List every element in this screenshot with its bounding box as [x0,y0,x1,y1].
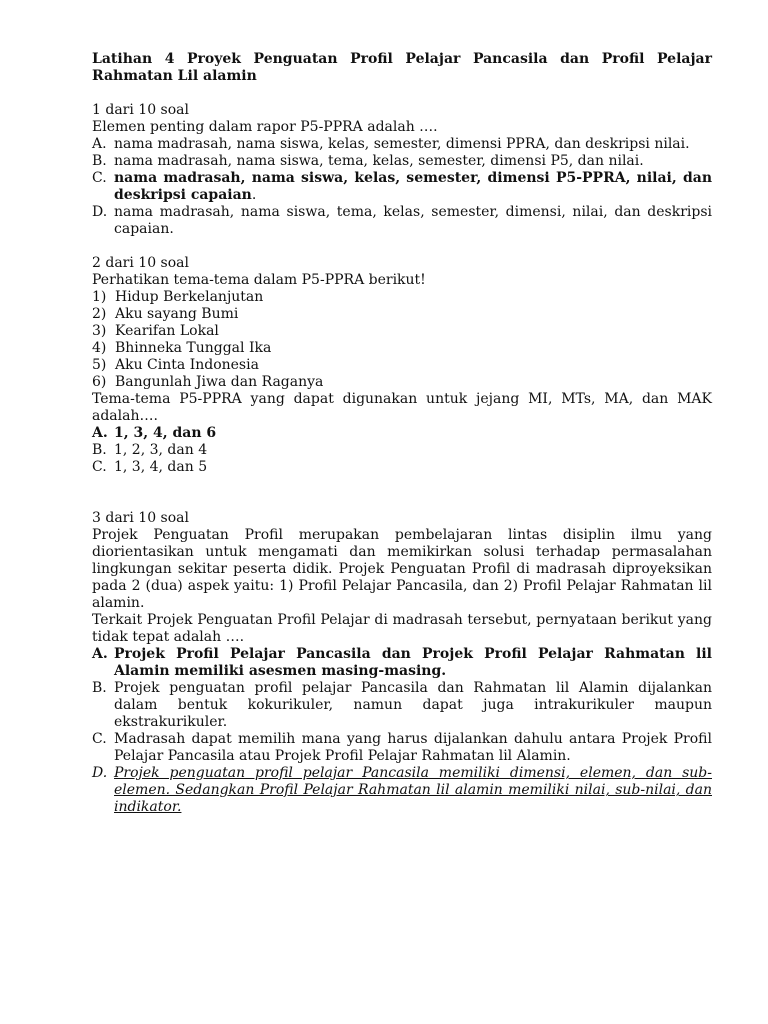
theme-item-text: Aku Cinta Indonesia [115,357,259,373]
option-label: D. [92,204,108,220]
option-text: Projek Profil Pelajar Pancasila dan Projek Profil Pelajar Rahmatan lil Alamin memiliki asesmen masing-masing. [114,646,712,679]
option-text: Projek penguatan profil pelajar Pancasila dan Rahmatan lil Alamin dijalankan dalam bentuk kokurikuler, namun dapat juga intrakurikuler maupun ekstrakurikuler. [114,680,712,730]
option-text: Projek penguatan profil pelajar Pancasila memiliki dimensi, elemen, dan sub-elemen. Sedangkan Profil Pelajar Rahmatan lil alamin memiliki nilai, sub-nilai, dan indikator. [114,765,712,815]
option-label: C. [92,170,107,186]
theme-item-label: 6) [92,374,107,390]
option-text: 1, 3, 4, dan 5 [114,459,208,475]
theme-item [92,323,712,340]
question-3-paragraph: Projek Penguatan Profil merupakan pembelajaran lintas disiplin ilmu yang diorientasikan untuk mengamati dan memikirkan solusi terhadap permasalahan lingkungan sekitar peserta didik. Projek Penguatan Profil di madrasah diproyeksikan pada 2 (dua) aspek yaitu: 1) Profil Pelajar Pancasila, dan 2) Profil Pelajar Rahmatan lil alamin. [92,527,712,611]
option-label: B. [92,680,107,696]
question-3-question: Terkait Projek Penguatan Profil Pelajar di madrasah tersebut, pernyataan berikut yang tidak tepat adalah …. [92,612,712,645]
option-text-suffix: . [251,187,257,203]
theme-item-label: 4) [92,340,107,356]
question-2-option-a [92,425,712,442]
question-2-text: Perhatikan tema-tema dalam P5-PPRA berikut! [92,272,426,288]
theme-item [92,306,712,323]
theme-item [92,357,712,374]
option-label: A. [92,646,108,662]
question-2-question: Tema-tema P5-PPRA yang dapat digunakan untuk jejang MI, MTs, MA, dan MAK adalah…. [92,391,712,424]
question-1-option-a [92,136,712,153]
option-text: 1, 2, 3, dan 4 [114,442,208,458]
option-label: C. [92,731,107,747]
question-2-option-c [92,459,712,476]
theme-item-text: Bangunlah Jiwa dan Raganya [115,374,324,390]
question-3-option-d [92,765,712,816]
theme-item-text: Aku sayang Bumi [115,306,239,322]
question-3-header: 3 dari 10 soal [92,510,189,526]
spacer [92,493,712,510]
question-3-option-a [92,646,712,680]
question-1-text: Elemen penting dalam rapor P5-PPRA adalah …. [92,119,438,135]
option-text: nama madrasah, nama siswa, tema, kelas, semester, dimensi, nilai, dan deskripsi capaian. [114,204,712,237]
option-text-container [114,170,712,204]
option-text: 1, 3, 4, dan 6 [114,425,217,441]
question-3 [92,510,712,816]
question-2-header: 2 dari 10 soal [92,255,189,271]
question-1 [92,102,712,238]
option-label: D. [92,765,108,781]
theme-item-text: Kearifan Lokal [115,323,219,339]
option-label: B. [92,442,107,458]
question-2-options [92,425,712,476]
question-1-option-b [92,153,712,170]
theme-item [92,340,712,357]
question-1-option-c [92,170,712,204]
theme-item-text: Hidup Berkelanjutan [115,289,264,305]
question-2 [92,255,712,476]
question-2-option-b [92,442,712,459]
theme-item-label: 5) [92,357,107,373]
theme-item-label: 1) [92,289,107,305]
theme-item-label: 2) [92,306,107,322]
document-content [92,51,712,833]
question-1-header: 1 dari 10 soal [92,102,189,118]
option-label: C. [92,459,107,475]
question-1-option-d [92,204,712,238]
theme-item-text: Bhinneka Tunggal Ika [115,340,272,356]
option-text: Madrasah dapat memilih mana yang harus dijalankan dahulu antara Projek Profil Pelajar Pancasila atau Projek Profil Pelajar Rahmatan lil Alamin. [114,731,712,764]
theme-item-label: 3) [92,323,107,339]
option-label: A. [92,136,107,152]
question-3-option-b [92,680,712,731]
question-3-option-c [92,731,712,765]
question-2-theme-list [92,289,712,391]
option-text-answer: nama madrasah, nama siswa, kelas, semester, dimensi P5-PPRA, nilai, dan deskripsi capaian [114,170,712,203]
option-text: nama madrasah, nama siswa, tema, kelas, semester, dimensi P5, dan nilai. [114,153,644,169]
theme-item [92,289,712,306]
document-title: Latihan 4 Proyek Penguatan Profil Pelajar Pancasila dan Profil Pelajar Rahmatan Lil alamin [92,51,712,84]
option-label: B. [92,153,107,169]
question-1-options [92,136,712,238]
option-text: nama madrasah, nama siswa, kelas, semester, dimensi PPRA, dan deskripsi nilai. [114,136,690,152]
theme-item [92,374,712,391]
question-3-options [92,646,712,816]
option-label: A. [92,425,108,441]
